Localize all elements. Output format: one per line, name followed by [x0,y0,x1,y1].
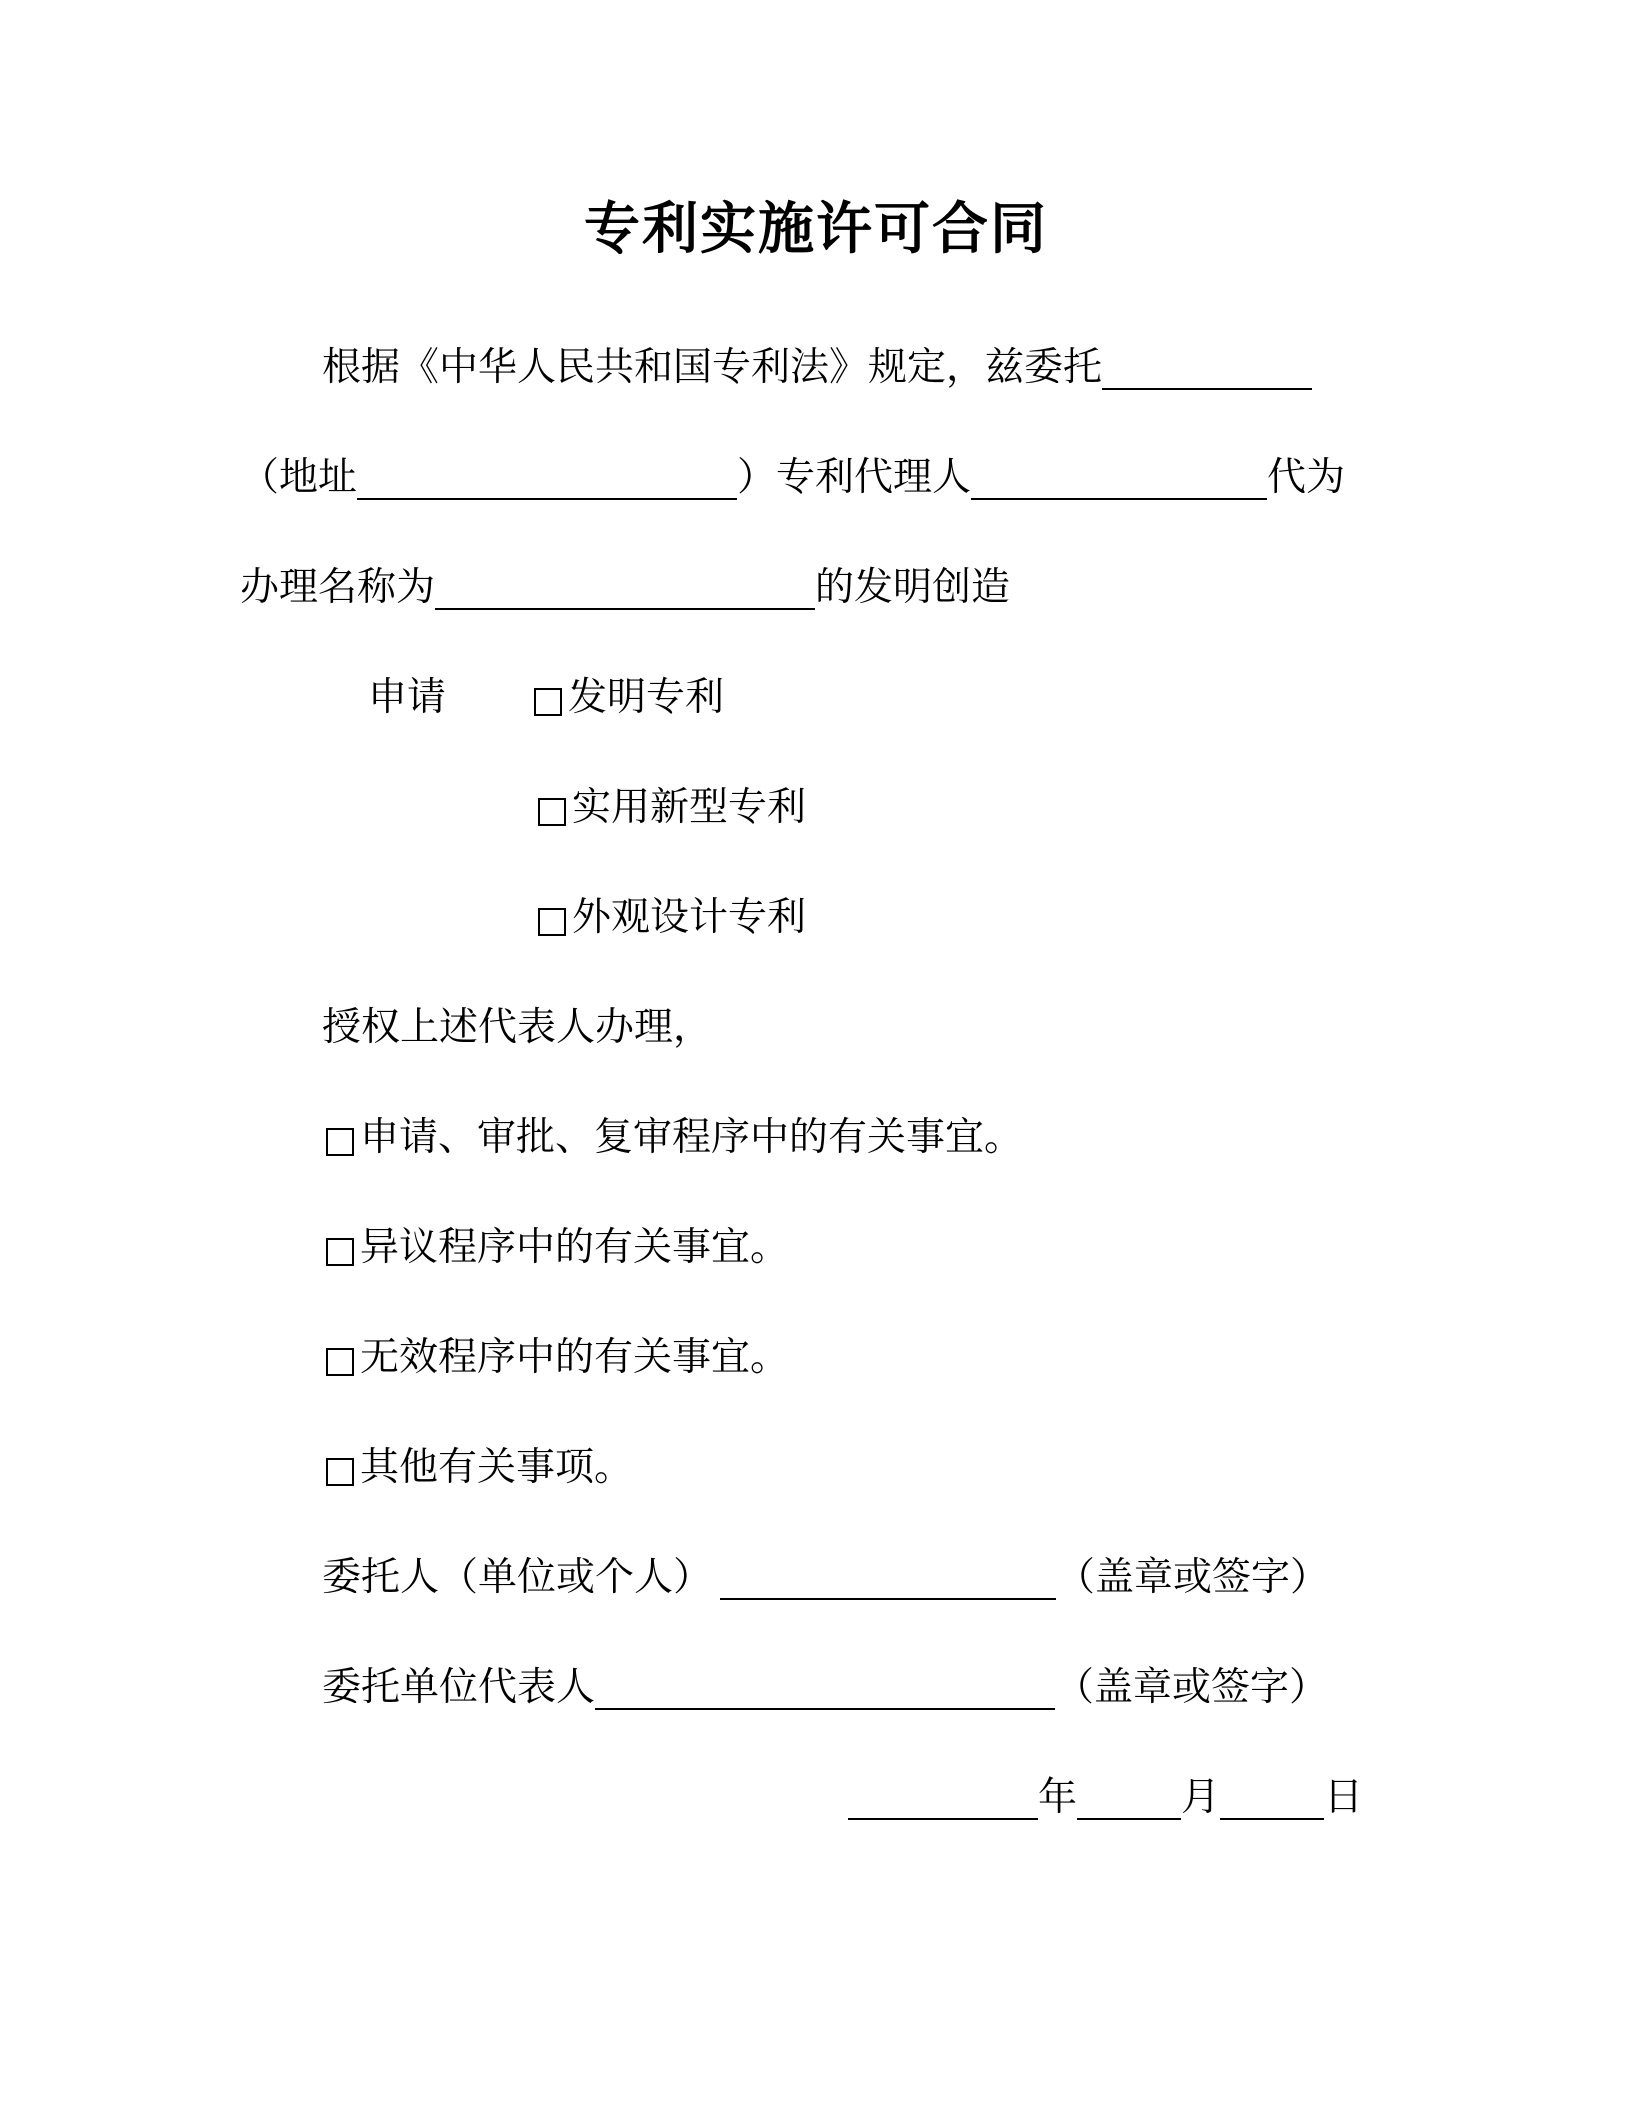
year-blank[interactable] [848,1778,1038,1820]
day-blank[interactable] [1220,1778,1324,1820]
year-label: 年 [1038,1775,1078,1820]
apply-row-1 [368,670,724,726]
authorize-intro-text: 授权上述代表人办理， [322,1005,713,1050]
utility-model-label: 实用新型专利 [572,785,807,830]
invalidation-matters-checkbox[interactable] [326,1348,354,1376]
invalidation-matters-label: 无效程序中的有关事宜。 [360,1335,790,1380]
invention-name-label: 办理名称为 [240,565,436,610]
opposition-matters-checkbox[interactable] [326,1238,354,1266]
examination-matters-checkbox[interactable] [326,1128,354,1156]
principal-signature-row [322,1550,1329,1606]
date-row [848,1770,1363,1826]
design-patent-checkbox[interactable] [538,908,566,936]
day-label: 日 [1324,1775,1364,1820]
rep-label: 委托单位代表人 [322,1665,596,1710]
agent-blank[interactable] [971,458,1267,500]
other-matters-checkbox[interactable] [326,1458,354,1486]
rep-seal-text: （盖章或签字） [1055,1665,1329,1710]
on-behalf-text: 代为 [1267,455,1346,500]
entrustee-blank[interactable] [1102,348,1312,390]
invention-name-blank[interactable] [435,568,815,610]
invention-suffix: 的发明创造 [815,565,1011,610]
opposition-matters-label: 异议程序中的有关事宜。 [360,1225,790,1270]
apply-label: 申请 [368,675,447,720]
principal-seal-text: （盖章或签字） [1056,1555,1330,1600]
authorize-item-3 [326,1330,789,1386]
agent-label: ）专利代理人 [737,455,972,500]
authorize-item-1 [326,1110,1023,1166]
apply-row-3 [538,890,806,946]
para1-line3 [240,560,1010,616]
apply-row-2 [538,780,806,836]
principal-blank[interactable] [720,1558,1056,1600]
invention-patent-label: 发明专利 [568,675,725,720]
para1-line1-text: 根据《中华人民共和国专利法》规定，兹委托 [322,345,1103,390]
address-blank[interactable] [357,458,737,500]
address-label: （地址 [240,455,358,500]
rep-blank[interactable] [595,1668,1055,1710]
examination-matters-label: 申请、审批、复审程序中的有关事宜。 [360,1115,1024,1160]
para1-line2 [240,450,1345,506]
rep-signature-row [322,1660,1328,1716]
month-label: 月 [1181,1775,1221,1820]
document-title: 专利实施许可合同 [584,197,1048,262]
para1-line1 [322,340,1312,396]
authorize-item-2 [326,1220,789,1276]
principal-label: 委托人（单位或个人） [322,1555,713,1600]
utility-model-checkbox[interactable] [538,798,566,826]
design-patent-label: 外观设计专利 [572,895,807,940]
authorize-intro [322,1000,712,1056]
month-blank[interactable] [1077,1778,1181,1820]
other-matters-label: 其他有关事项。 [360,1445,634,1490]
authorize-item-4 [326,1440,633,1496]
invention-patent-checkbox[interactable] [534,688,562,716]
